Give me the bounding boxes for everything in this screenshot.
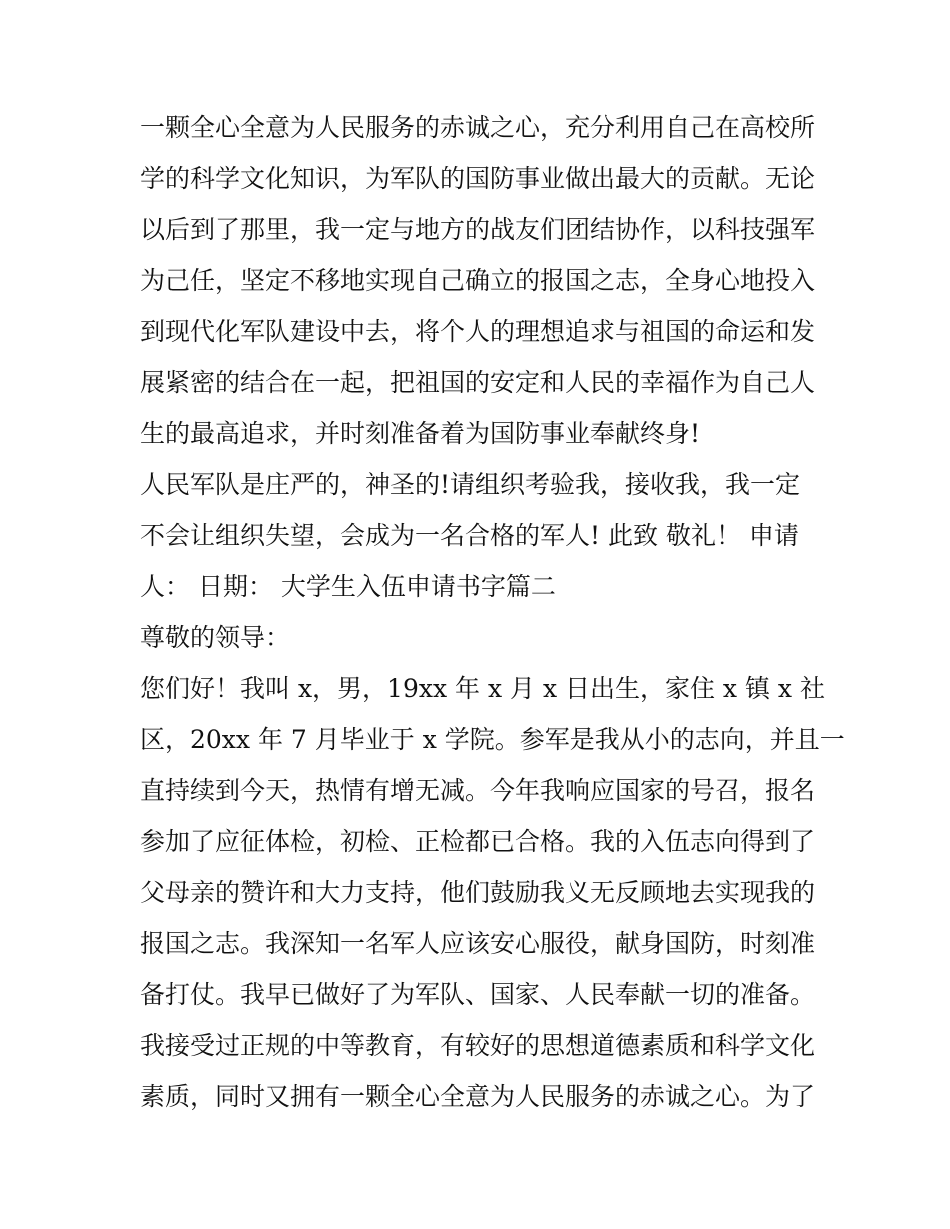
text-line: 直持续到今天，热情有增无减。今年我响应国家的号召，报名 xyxy=(140,776,816,805)
text-line: 我接受过正规的中等教育，有较好的思想道德素质和科学文化 xyxy=(140,1031,816,1060)
document-body-text xyxy=(140,102,845,1122)
text-line: 备打仗。我早已做好了为军队、国家、人民奉献一切的准备。 xyxy=(140,980,816,1009)
text-line: 区，20xx 年 7 月毕业于 x 学院。参军是我从小的志向，并且一 xyxy=(140,725,845,754)
text-line: 生的最高追求，并时刻准备着为国防事业奉献终身! xyxy=(140,419,701,448)
text-line: 人： 日期： 大学生入伍申请书字篇二 xyxy=(140,572,556,601)
text-line: 素质，同时又拥有一颗全心全意为人民服务的赤诚之心。为了 xyxy=(140,1082,816,1111)
text-line: 父母亲的赞许和大力支持，他们鼓励我义无反顾地去实现我的 xyxy=(140,878,816,907)
text-line: 一颗全心全意为人民服务的赤诚之心，充分利用自己在高校所 xyxy=(140,113,816,142)
text-line: 以后到了那里，我一定与地方的战友们团结协作，以科技强军 xyxy=(140,215,816,244)
text-line: 参加了应征体检，初检、正检都已合格。我的入伍志向得到了 xyxy=(140,827,816,856)
text-line: 为己任，坚定不移地实现自己确立的报国之志，全身心地投入 xyxy=(140,266,816,295)
text-line: 您们好！我叫 x，男，19xx 年 x 月 x 日出生，家住 x 镇 x 社 xyxy=(140,674,825,703)
salutation-line: 尊敬的领导： xyxy=(140,623,291,652)
text-line: 不会让组织失望，会成为一名合格的军人! 此致 敬礼！ 申请 xyxy=(140,521,799,550)
text-line: 报国之志。我深知一名军人应该安心服役，献身国防，时刻准 xyxy=(140,929,816,958)
text-line: 学的科学文化知识，为军队的国防事业做出最大的贡献。无论 xyxy=(140,164,816,193)
text-line: 人民军队是庄严的，神圣的!请组织考验我，接收我，我一定 xyxy=(140,470,801,499)
text-line: 到现代化军队建设中去，将个人的理想追求与祖国的命运和发 xyxy=(140,317,816,346)
text-line: 展紧密的结合在一起，把祖国的安定和人民的幸福作为自己人 xyxy=(140,368,816,397)
